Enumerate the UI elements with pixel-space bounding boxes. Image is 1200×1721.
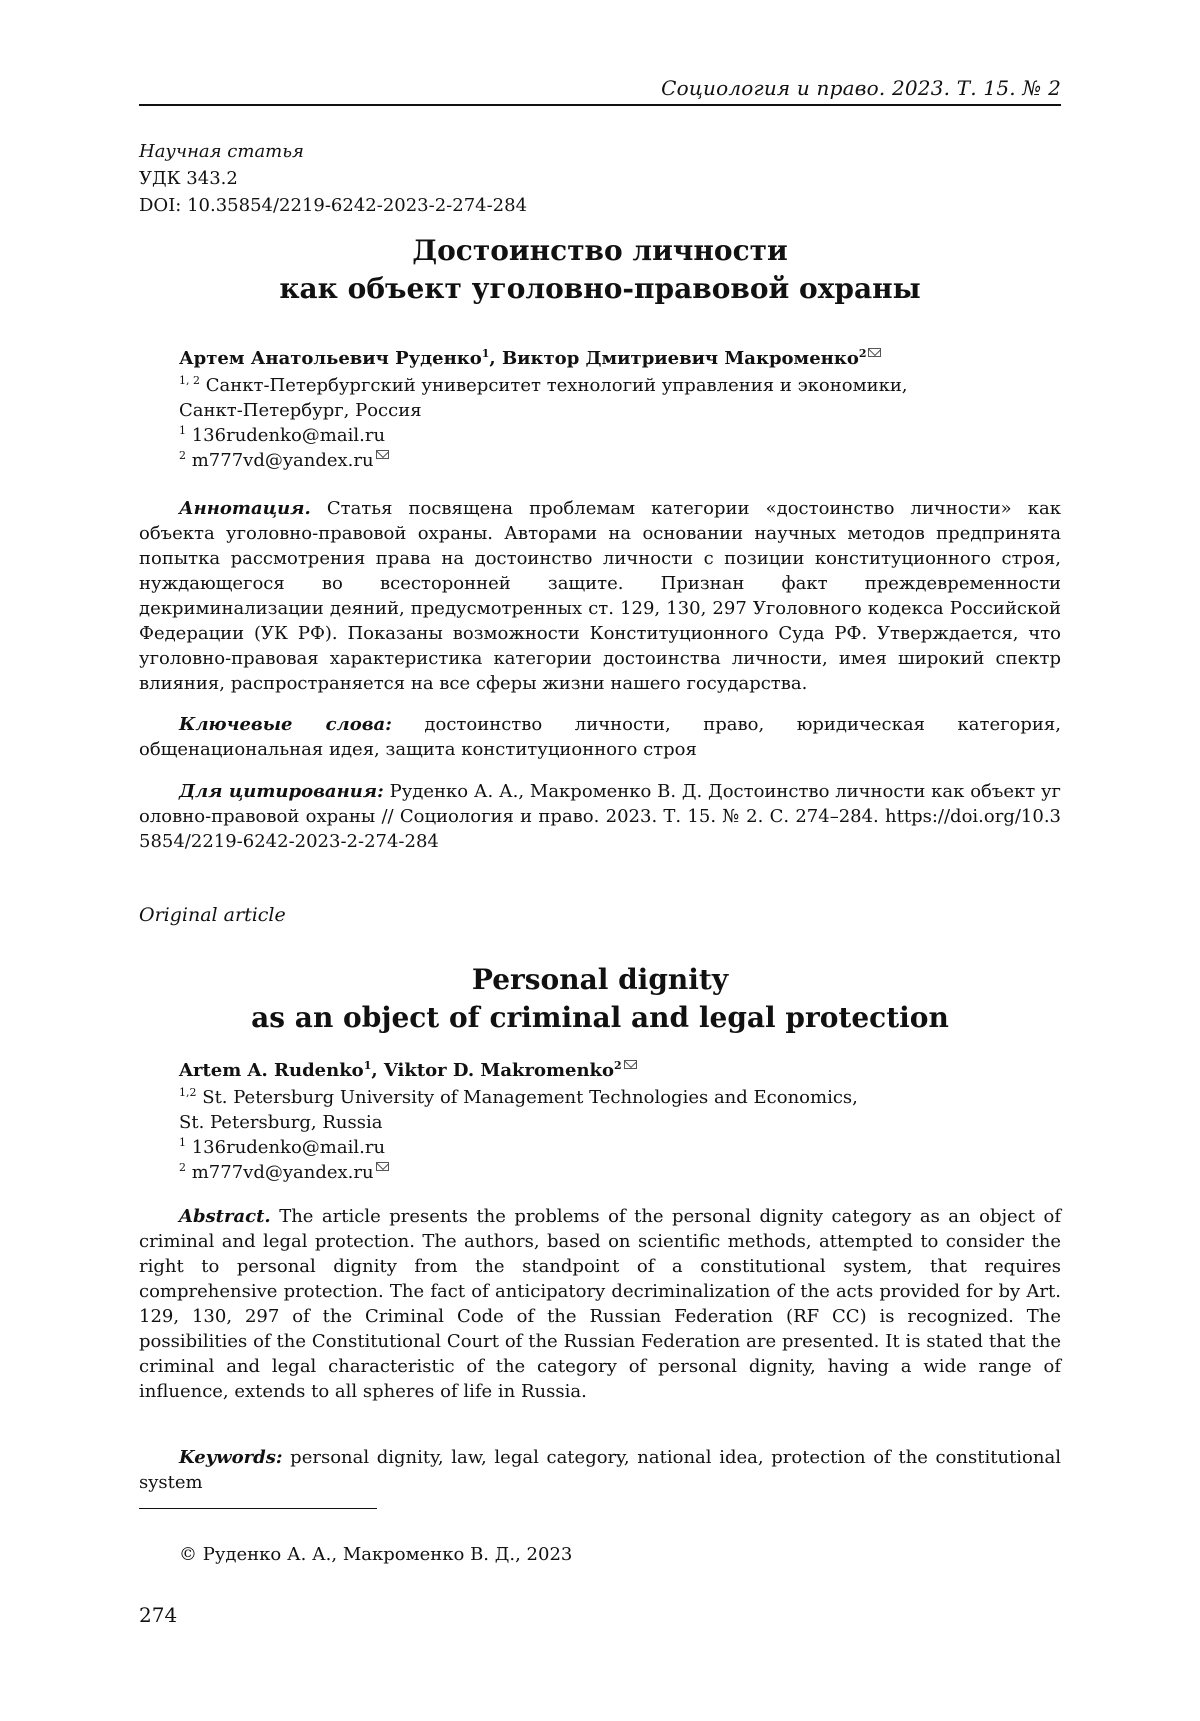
ru-author-1-sup: 1	[482, 347, 490, 360]
en-email-1-sup: 1	[179, 1136, 186, 1149]
envelope-icon	[376, 450, 389, 459]
footnote-rule	[139, 1508, 377, 1509]
en-abstract-text: The article presents the problems of the personal dignity category as an object of criminal and legal protection. The authors, based on scientific methods, attempted to consider the right to personal dignity from the standpoint of a constitutional system, that requires comprehensive protection. The fact of anticipatory decriminalization of the acts provided for by Art. 129, 130, 297 of the Criminal Code of the Russian Federation (RF CC) is recognized. The possibilities of the Constitutional Court of the Russian Federation are presented. It is stated that the criminal and legal characteristic of the category of personal dignity, having a wide range of influence, extends to all spheres of life in Russia.	[139, 1206, 1061, 1402]
ru-meta	[139, 138, 527, 219]
ru-affil-sup: 1, 2	[179, 374, 200, 387]
en-author-1-sup: 1	[364, 1059, 372, 1072]
envelope-icon	[624, 1060, 637, 1069]
header-rule	[139, 104, 1061, 106]
en-author-2: Viktor D. Makromenko	[384, 1060, 614, 1081]
ru-article-type: Научная статья	[139, 138, 527, 165]
en-author-2-sup: 2	[614, 1059, 622, 1072]
ru-abstract-text: Статья посвящена проблемам категории «достоинство личности» как объекта уголовно-правовой охраны. Авторами на основании научных методов предпринята попытка рассмотрения права на достоинство личности с позиции конституционного строя, нуждающегося во всесторонней защите. Признан факт преждевременности декриминализации деяний, предусмотренных ст. 129, 130, 297 Уголовного кодекса Российской Федерации (УК РФ). Показаны возможности Конституционного Суда РФ. Утверждается, что уголовно-правовая характеристика категории достоинства личности, имея широкий спектр влияния, распространяется на все сферы жизни нашего государства.	[139, 498, 1061, 694]
en-abstract-label: Abstract.	[179, 1206, 271, 1227]
en-title	[139, 961, 1061, 1037]
en-affil-sup: 1,2	[179, 1086, 197, 1099]
en-title-line-1: Personal dignity	[139, 961, 1061, 999]
en-affil-line-2: St. Petersburg, Russia	[179, 1110, 858, 1135]
ru-email-2-sup: 2	[179, 449, 186, 462]
en-keywords	[139, 1445, 1061, 1495]
ru-affiliation	[179, 373, 908, 473]
ru-keywords-text: достоинство личности, право, юридическая категория, общенациональная идея, защита конституционного строя	[139, 714, 1061, 760]
ru-citation-text: Руденко А. А., Макроменко В. Д. Достоинство личности как объект уголовно-правовой охраны // Социология и право. 2023. Т. 15. № 2. С. 274–284. https://doi.org/10.35854/2219-6242-2023-2-274-284	[139, 781, 1061, 852]
ru-author-2: Виктор Дмитриевич Макроменко	[502, 348, 859, 369]
en-author-1: Artem A. Rudenko	[179, 1060, 364, 1081]
en-email-1[interactable]: 136rudenko@mail.ru	[192, 1137, 385, 1158]
en-keywords-label: Keywords:	[179, 1447, 283, 1468]
en-email-2-sup: 2	[179, 1161, 186, 1174]
en-title-line-2: as an object of criminal and legal protection	[139, 999, 1061, 1037]
envelope-icon	[376, 1162, 389, 1171]
ru-doi: DOI: 10.35854/2219-6242-2023-2-274-284	[139, 192, 527, 219]
en-email-2[interactable]: m777vd@yandex.ru	[192, 1162, 374, 1183]
en-article-type: Original article	[139, 904, 286, 926]
ru-author-2-sup: 2	[859, 347, 867, 360]
ru-abstract	[139, 496, 1061, 696]
ru-keywords-label: Ключевые слова:	[179, 714, 392, 735]
running-head: Социология и право. 2023. Т. 15. № 2	[661, 76, 1061, 100]
ru-title-line-1: Достоинство личности	[139, 232, 1061, 270]
ru-email-1[interactable]: 136rudenko@mail.ru	[192, 425, 385, 446]
ru-email-1-sup: 1	[179, 424, 186, 437]
ru-authors	[179, 348, 881, 369]
ru-affil-line-2: Санкт-Петербург, Россия	[179, 398, 908, 423]
envelope-icon	[868, 348, 881, 357]
ru-keywords	[139, 712, 1061, 762]
en-affil-line-1: St. Petersburg University of Management Technologies and Economics,	[202, 1087, 858, 1108]
ru-author-separator: ,	[489, 348, 502, 369]
ru-email-2[interactable]: m777vd@yandex.ru	[192, 450, 374, 471]
ru-udc: УДК 343.2	[139, 165, 527, 192]
copyright: © Руденко А. А., Макроменко В. Д., 2023	[179, 1544, 572, 1565]
ru-affil-line-1: Санкт-Петербургский университет технологий управления и экономики,	[206, 375, 908, 396]
ru-citation	[139, 779, 1061, 854]
ru-title-line-2: как объект уголовно-правовой охраны	[139, 270, 1061, 308]
en-keywords-text: personal dignity, law, legal category, national idea, protection of the constitutional system	[139, 1447, 1061, 1493]
en-abstract	[139, 1204, 1061, 1404]
ru-author-1: Артем Анатольевич Руденко	[179, 348, 482, 369]
ru-title	[139, 232, 1061, 308]
ru-abstract-label: Аннотация.	[179, 498, 311, 519]
en-authors	[179, 1060, 637, 1081]
page-number: 274	[139, 1603, 177, 1627]
ru-citation-label: Для цитирования:	[179, 781, 384, 802]
en-author-separator: ,	[371, 1060, 384, 1081]
en-affiliation	[179, 1085, 858, 1185]
